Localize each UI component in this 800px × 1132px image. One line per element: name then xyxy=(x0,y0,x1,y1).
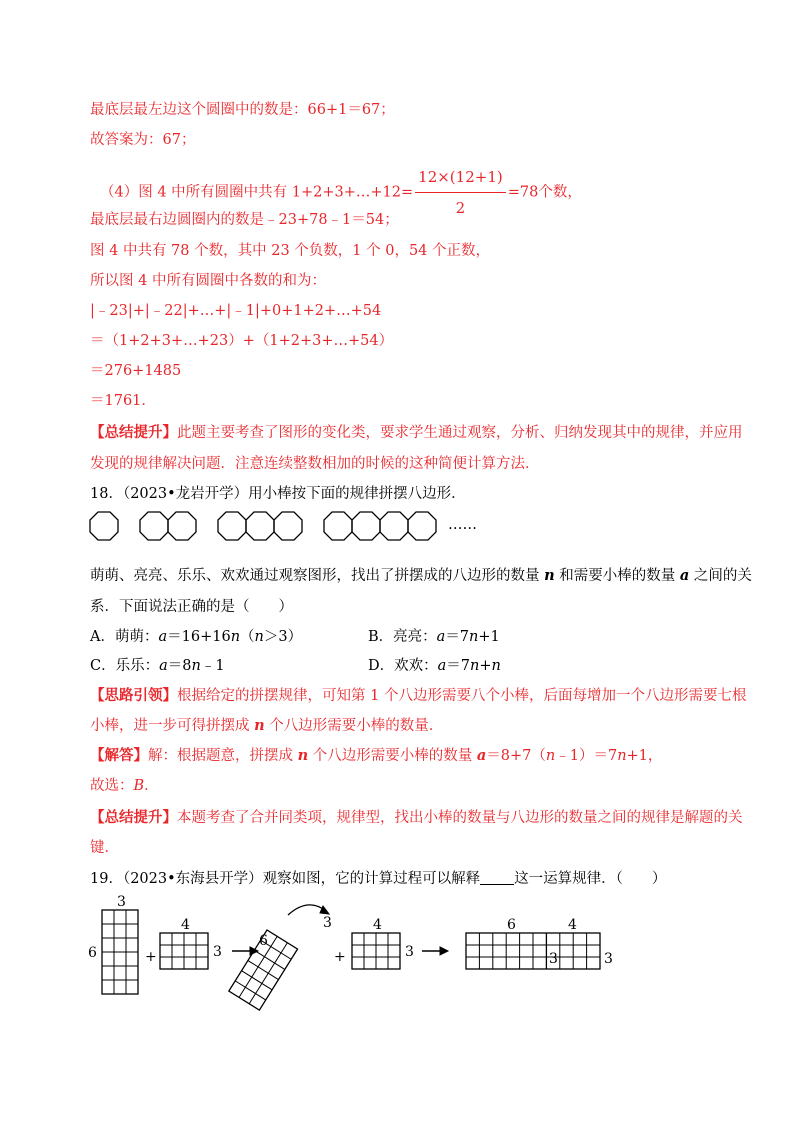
grid5-right-label: 3 xyxy=(604,951,613,967)
text-span: 19．（2023•东海县开学）观察如图，它的计算过程可以解释 xyxy=(90,871,481,887)
answer-blank[interactable] xyxy=(480,870,514,885)
solution-line-2: 故答案为：67； xyxy=(90,132,196,148)
arrow-right-icon xyxy=(422,947,448,955)
octagon-shape xyxy=(324,512,352,540)
grid-4x3-second xyxy=(352,933,400,969)
grid-4x3 xyxy=(160,933,208,969)
variable-a: a xyxy=(476,747,487,764)
octagon-shape xyxy=(218,512,246,540)
sum-formula-suffix: =78个数， xyxy=(507,184,582,201)
choice-line xyxy=(90,776,159,796)
summary-text: 本题考查了合并同类项，规律型，找出小棒的数量与八边形的数量之间的规律是解题的关 xyxy=(177,810,743,826)
text-span: +1， xyxy=(626,748,663,764)
octagon-shape xyxy=(274,512,302,540)
text-span: 个八边形需要小棒的数量 xyxy=(308,748,477,764)
text-span: 个八边形需要小棒的数量． xyxy=(264,718,444,734)
variable-n: n xyxy=(544,567,555,584)
grid2-top-label: 4 xyxy=(181,917,190,933)
summary-line-2: 发现的规律解决问题．注意连续整数相加的时候的这种简便计算方法． xyxy=(90,456,540,472)
variable-a: a xyxy=(159,658,168,674)
grid5-top-label-left: 6 xyxy=(507,917,516,933)
text-span: ＝8 xyxy=(167,658,192,674)
variable-n: n xyxy=(470,658,480,674)
text-span: ＞3） xyxy=(263,629,303,645)
option-c[interactable] xyxy=(90,656,225,676)
grid3-left-label: 6 xyxy=(259,933,268,949)
text-span: ＝7 xyxy=(445,629,470,645)
chosen-option: B xyxy=(133,778,145,794)
grid3-top-label: 3 xyxy=(323,915,332,931)
option-a[interactable] xyxy=(90,627,302,647)
hint-tag: 【思路引领】 xyxy=(90,687,177,704)
solution-line-7: |﹣23|+|﹣22|+…+|﹣1|+0+1+2+…+54 xyxy=(90,303,382,319)
text-span: 这一运算规律．（ ） xyxy=(514,871,667,887)
variable-a: a xyxy=(158,629,168,645)
hint-text: 根据给定的拼摆规律，可知第 1 个八边形需要八个小棒，后面每增加一个八边形需要七根 xyxy=(177,688,747,704)
grid1-left-label: 6 xyxy=(88,945,97,961)
octagon-ellipsis: …… xyxy=(448,517,477,533)
sum-formula-prefix: （4）图 4 中所有圆圈中共有 1+2+3+…+12= xyxy=(100,184,414,201)
solution-line-6: 所以图 4 中所有圆圈中各数的和为： xyxy=(90,273,326,289)
variable-n: n xyxy=(491,658,501,674)
text-span: B．亮亮： xyxy=(368,629,437,645)
area-model-diagram xyxy=(82,895,622,1015)
grid-10x3 xyxy=(466,933,600,969)
fraction-numerator: 12×(12+1) xyxy=(415,162,506,193)
summary-line-3 xyxy=(90,808,743,828)
fraction-denominator: 2 xyxy=(455,199,466,217)
text-span: ﹣1 xyxy=(200,658,225,674)
variable-n: n xyxy=(254,629,264,645)
grid2-right-label: 3 xyxy=(213,944,222,960)
text-span: （ xyxy=(240,629,255,645)
octagon-shape xyxy=(90,512,118,540)
variable-a: a xyxy=(437,658,447,674)
q19-stem xyxy=(90,869,666,889)
octagon-figures xyxy=(86,506,486,548)
option-d[interactable] xyxy=(368,656,501,676)
option-b[interactable] xyxy=(368,627,500,647)
summary-tag: 【总结提升】 xyxy=(90,809,177,826)
hint-line-1 xyxy=(90,686,746,706)
summary-tag: 【总结提升】 xyxy=(90,424,177,441)
solution-line-5: 图 4 中共有 78 个数，其中 23 个负数，1 个 0，54 个正数， xyxy=(90,243,491,259)
octagon-shape xyxy=(140,512,168,540)
plus-sign: + xyxy=(334,949,346,965)
solution-line-9: ＝276+1485 xyxy=(90,363,182,379)
solution-line-1: 最底层最左边这个圆圈中的数是：66+1＝67； xyxy=(90,102,395,118)
text-span: 萌萌、亮亮、乐乐、欢欢通过观察图形，找出了拼摆成的八边形的数量 xyxy=(90,568,545,584)
hint-line-2 xyxy=(90,716,443,736)
text-span: ＝16+16 xyxy=(167,629,231,645)
text-span: 和需要小棒的数量 xyxy=(554,568,680,584)
rotate-arrow-icon xyxy=(288,905,329,915)
solution-line-8: ＝（1+2+3+…+23）+（1+2+3+…+54） xyxy=(90,333,394,349)
text-span: 解：根据题意，拼摆成 xyxy=(148,748,298,764)
summary-line-1 xyxy=(90,423,743,443)
fraction xyxy=(415,162,506,223)
grid4-top-label: 4 xyxy=(373,917,382,933)
plus-sign: + xyxy=(145,949,157,965)
text-span: + xyxy=(479,658,492,674)
solution-line-10: ＝1761． xyxy=(90,393,156,409)
grid4-right-label: 3 xyxy=(405,944,414,960)
variable-n: n xyxy=(297,747,309,764)
text-span: ＝8+7（ xyxy=(486,748,546,764)
grid5-top-label-right: 4 xyxy=(568,917,577,933)
text-span: ﹣1）＝7 xyxy=(555,748,618,764)
variable-n: n xyxy=(230,629,241,645)
answer-tag: 【解答】 xyxy=(90,747,148,764)
text-span: ＝7 xyxy=(446,658,471,674)
summary-line-4: 键． xyxy=(90,840,119,856)
text-span: ． xyxy=(144,778,159,794)
text-span: +1 xyxy=(478,629,500,645)
variable-n: n xyxy=(617,748,627,764)
grid-3x6 xyxy=(102,910,138,994)
grid1-top-label: 3 xyxy=(117,895,126,910)
variable-n: n xyxy=(545,748,556,764)
solution-line-4: 最底层最右边圆圈内的数是﹣23+78﹣1＝54； xyxy=(90,212,399,228)
text-span: C．乐乐： xyxy=(90,658,160,674)
octagon-shape xyxy=(168,512,196,540)
answer-line xyxy=(90,746,662,766)
q18-stem: 18．（2023•龙岩开学）用小棒按下面的规律拼摆八边形． xyxy=(90,486,466,502)
text-span: 小棒，进一步可得拼摆成 xyxy=(90,718,255,734)
grid5-middle-label: 3 xyxy=(549,951,558,967)
q18-paragraph-1 xyxy=(90,566,752,586)
octagon-shape xyxy=(246,512,274,540)
variable-a: a xyxy=(436,629,446,645)
summary-text: 此题主要考查了图形的变化类，要求学生通过观察，分析、归纳发现其中的规律，并应用 xyxy=(177,425,743,441)
text-span: A．萌萌： xyxy=(90,629,159,645)
variable-n: n xyxy=(191,658,201,674)
variable-a: a xyxy=(679,567,690,584)
text-span: 故选： xyxy=(90,778,134,794)
text-span: 之间的关 xyxy=(689,568,752,584)
octagon-shape xyxy=(352,512,380,540)
text-span: D．欢欢： xyxy=(368,658,438,674)
variable-n: n xyxy=(254,717,265,734)
variable-n: n xyxy=(469,629,479,645)
octagon-shape xyxy=(408,512,436,540)
octagon-shape xyxy=(380,512,408,540)
q18-paragraph-2: 系．下面说法正确的是（ ） xyxy=(90,599,293,615)
